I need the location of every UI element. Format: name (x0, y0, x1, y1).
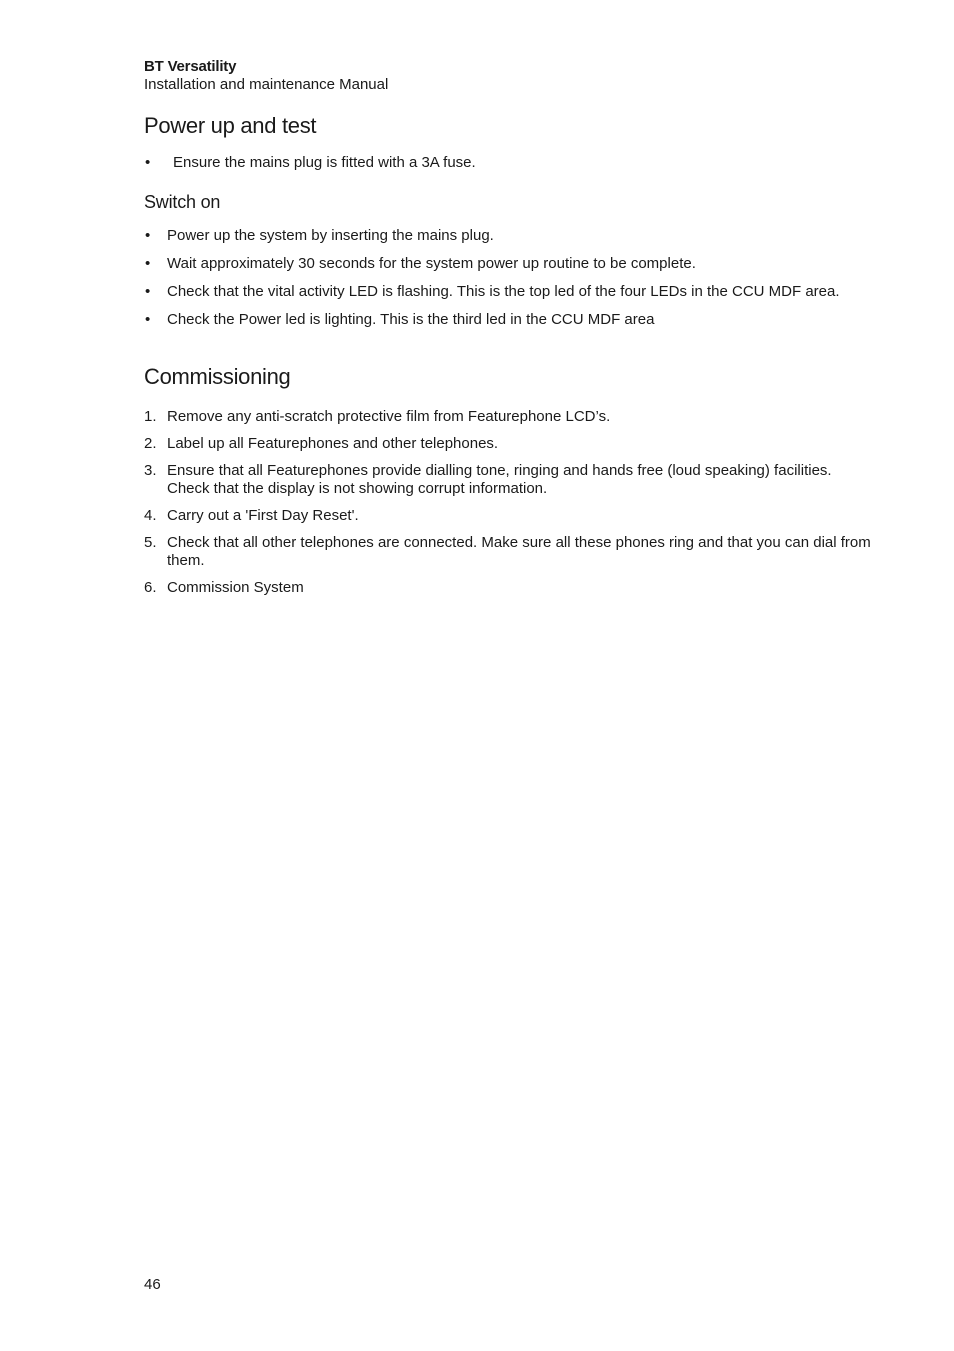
switch-on-list (144, 227, 874, 329)
product-name: BT Versatility (144, 58, 237, 75)
step-number: 6. (144, 579, 157, 596)
page-number: 46 (144, 1276, 161, 1293)
step-text: Label up all Featurephones and other telephones. (167, 435, 499, 452)
list-item: • Check the Power led is lighting. This is the third led in the CCU MDF area (144, 311, 874, 329)
list-item: • Ensure the mains plug is fitted with a 3A fuse. (144, 154, 874, 172)
step-text: Commission System (167, 579, 304, 596)
step-text: Check that all other telephones are connected. Make sure all these phones ring and that you can dial from them. (167, 534, 871, 569)
step-number: 5. (144, 534, 157, 551)
step-text: Carry out a 'First Day Reset'. (167, 507, 359, 524)
section-title-power-up: Power up and test (144, 113, 317, 138)
commissioning-steps (144, 408, 874, 597)
list-item (144, 408, 874, 426)
list-item: • Check that the vital activity LED is flashing. This is the top led of the four LEDs in the CCU MDF area. (144, 283, 874, 301)
step-number: 3. (144, 462, 157, 479)
step-text: Remove any anti-scratch protective film from Featurephone LCD’s. (167, 408, 611, 425)
list-item: • Wait approximately 30 seconds for the system power up routine to be complete. (144, 255, 874, 273)
power-up-list (144, 154, 874, 172)
list-item (144, 534, 874, 570)
subsection-title-switch-on: Switch on (144, 192, 221, 212)
document-page (144, 58, 874, 597)
step-number: 4. (144, 507, 157, 524)
step-number: 1. (144, 408, 157, 425)
step-number: 2. (144, 435, 157, 452)
list-item (144, 462, 874, 498)
step-text: Ensure that all Featurephones provide dialling tone, ringing and hands free (loud speaking) facilities. Check that the display is not showing corrupt information. (167, 462, 832, 497)
manual-title: Installation and maintenance Manual (144, 76, 389, 93)
section-title-commissioning: Commissioning (144, 364, 291, 389)
list-item (144, 435, 874, 453)
list-item (144, 507, 874, 525)
document-header (144, 58, 874, 94)
list-item: • Power up the system by inserting the mains plug. (144, 227, 874, 245)
list-item (144, 579, 874, 597)
